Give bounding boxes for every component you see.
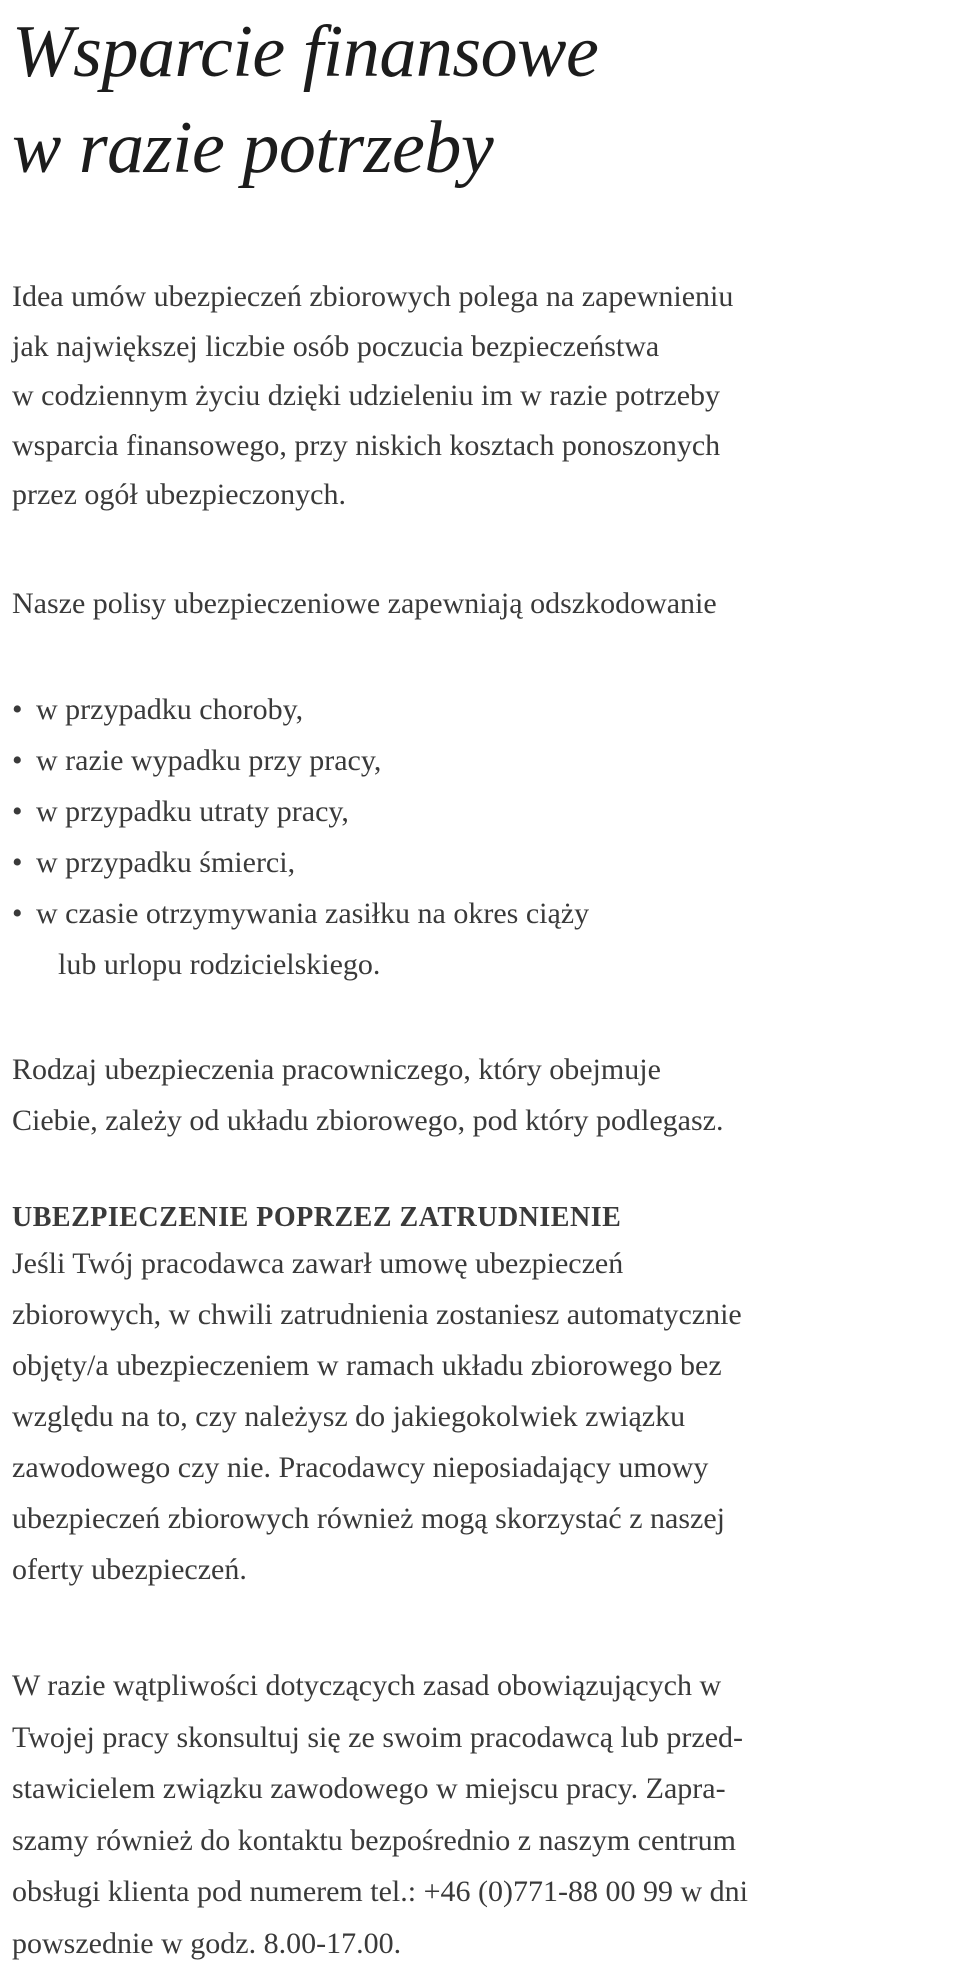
text-line: Ciebie, zależy od układu zbiorowego, pod który podlegasz. <box>12 1104 724 1137</box>
bullet-icon: • <box>12 897 23 930</box>
title-line-1: Wsparcie finansowe <box>12 11 599 93</box>
page-title <box>12 4 598 196</box>
list-item-text: w przypadku choroby, <box>36 693 304 726</box>
text-line: względu na to, czy należysz do jakiegokolwiek związku <box>12 1400 686 1433</box>
text-line: objęty/a ubezpieczeniem w ramach układu zbiorowego bez <box>12 1349 722 1382</box>
text-line: przez ogół ubezpieczonych. <box>12 478 346 511</box>
text-line: obsługi klienta pod numerem tel.: +46 (0)771-88 00 99 w dni <box>12 1875 748 1908</box>
text-line: ubezpieczeń zbiorowych również mogą skorzystać z naszej <box>12 1502 726 1535</box>
text-line: zbiorowych, w chwili zatrudnienia zostaniesz automatycznie <box>12 1298 742 1331</box>
text-line: powszednie w godz. 8.00-17.00. <box>12 1926 402 1960</box>
list-item <box>12 735 589 786</box>
list-item <box>12 786 589 837</box>
text-line: Nasze polisy ubezpieczeniowe zapewniają odszkodowanie <box>12 587 717 620</box>
bullet-icon: • <box>12 795 23 828</box>
text-line: zawodowego czy nie. Pracodawcy nieposiadający umowy <box>12 1451 709 1484</box>
text-line: Rodzaj ubezpieczenia pracowniczego, który obejmuje <box>12 1053 661 1086</box>
list-item-text: w przypadku śmierci, <box>36 846 296 879</box>
coverage-list <box>12 684 589 990</box>
text-line: szamy również do kontaktu bezpośrednio z naszym centrum <box>12 1823 736 1857</box>
contact-paragraph <box>12 1660 748 1969</box>
text-line: wsparcia finansowego, przy niskich kosztach ponoszonych <box>12 428 721 462</box>
section-heading: UBEZPIECZENIE POPRZEZ ZATRUDNIENIE <box>12 1202 622 1233</box>
text-line: Jeśli Twój pracodawca zawarł umowę ubezpieczeń <box>12 1247 624 1280</box>
coverage-lead-paragraph <box>12 579 717 629</box>
list-item <box>12 837 589 888</box>
list-item-text: w razie wypadku przy pracy, <box>36 744 382 777</box>
bullet-icon: • <box>12 846 23 879</box>
bullet-icon: • <box>12 693 23 726</box>
text-line: jak największej liczbie osób poczucia bezpieczeństwa <box>12 329 660 363</box>
title-line-2: w razie potrzeby <box>12 107 494 189</box>
text-line: stawicielem związku zawodowego w miejscu pracy. Zapra- <box>12 1772 726 1805</box>
text-line: Idea umów ubezpieczeń zbiorowych polega na zapewnieniu <box>12 280 734 313</box>
bullet-icon: • <box>12 744 23 777</box>
list-item-continuation: lub urlopu rodzicielskiego. <box>58 948 381 981</box>
list-item-text: w czasie otrzymywania zasiłku na okres ciąży <box>36 897 590 930</box>
insurance-scope-paragraph <box>12 1044 723 1146</box>
text-line: oferty ubezpieczeń. <box>12 1553 247 1586</box>
list-item <box>12 888 589 990</box>
intro-paragraph <box>12 272 733 520</box>
employment-paragraph <box>12 1238 742 1595</box>
list-item-text: w przypadku utraty pracy, <box>36 795 349 828</box>
text-line: Twojej pracy skonsultuj się ze swoim pracodawcą lub przed- <box>12 1720 744 1754</box>
list-item <box>12 684 589 735</box>
text-line: W razie wątpliwości dotyczących zasad obowiązujących w <box>12 1669 722 1702</box>
text-line: w codziennym życiu dzięki udzieleniu im w razie potrzeby <box>12 379 721 412</box>
